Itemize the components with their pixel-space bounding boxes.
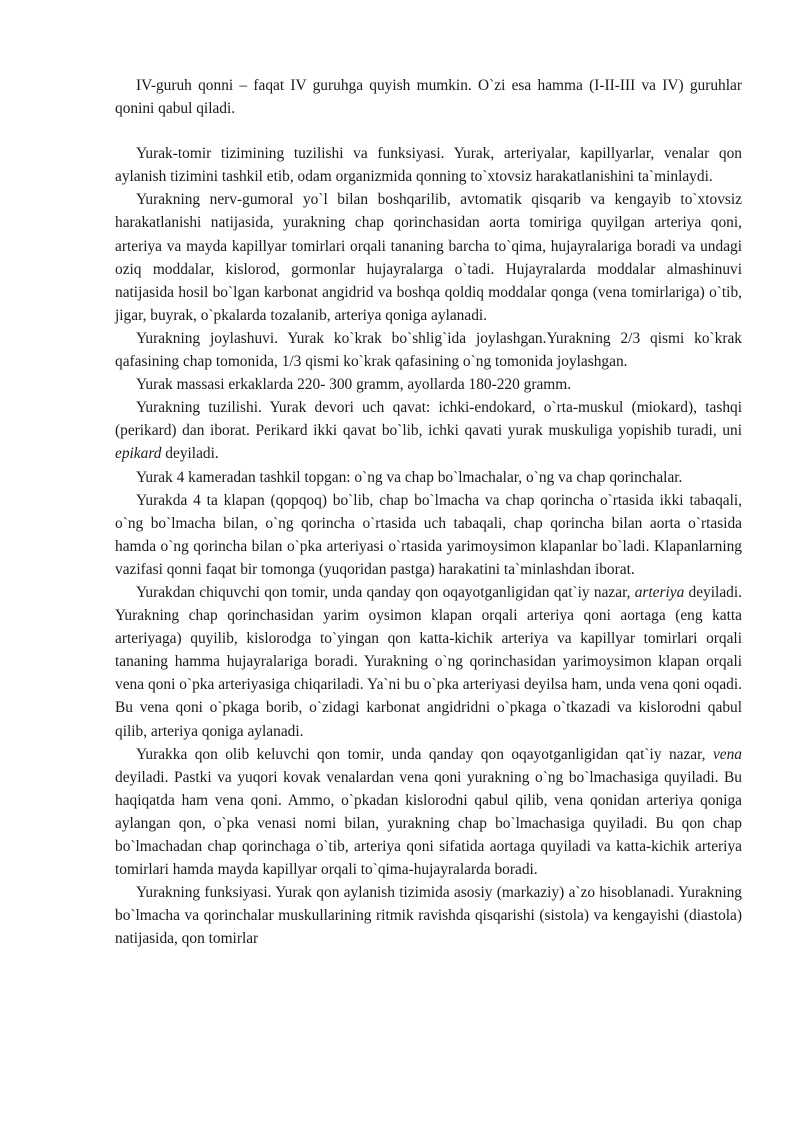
paragraph-gap [115, 120, 742, 142]
paragraph [115, 327, 742, 373]
text-run: Yurak massasi erkaklarda 220- 300 gramm, ayollarda 180-220 gramm. [136, 376, 572, 394]
text-run: Yurakda 4 ta klapan (qopqoq) bo`lib, chap bo`lmacha va chap qorincha o`rtasida ikki tabaqali, o`ng bo`lmacha bilan, o`ng qorincha o`rtasida uch tabaqali, chap qorincha bilan aorta o`rtasida hamda o`ng qorincha bilan o`pka arteriyasi o`rtasida yarimoysimon klapanlar bo`ladi. Klapanlarning vazifasi qonni faqat bir tomonga (yuqoridan pastga) harakatini ta`minlashdan iborat. [115, 491, 742, 578]
text-run: Yurak-tomir tizimining tuzilishi va funksiyasi. Yurak, arteriyalar, kapillyarlar, venalar qon aylanish tizimini tashkil etib, odam organizmida qonning to`xtovsiz harakatlanishini ta`minlaydi. [115, 145, 742, 186]
paragraph [115, 466, 742, 489]
paragraph [115, 881, 742, 950]
text-run: Yurakka qon olib keluvchi qon tomir, unda qanday qon oqayotganligidan qat`iy nazar, [136, 745, 713, 763]
text-run: deyiladi. Pastki va yuqori kovak venalardan vena qoni yurakning o`ng bo`lmachasiga quyiladi. Bu haqiqatda ham vena qoni. Ammo, o`pkadan kislorodni qabul qilib, vena qonidan arteriya qoniga aylangan qon, o`pka venasi nomi bilan, yurakning chap bo`lmachasiga quyiladi. Bu qon chap bo`lmachadan chap qorinchaga o`tib, arteriya qoni sifatida aortaga quyiladi va katta-kichik arteriya tomirlari hamda mayda kapillyar orqali to`qima-hujayralarda boradi. [115, 768, 742, 879]
italic-term: epikard [115, 445, 162, 463]
paragraph [115, 581, 742, 743]
paragraph [115, 188, 742, 327]
document-page [115, 74, 742, 950]
text-run: Yurakning nerv-gumoral yo`l bilan boshqarilib, avtomatik qisqarib va kengayib to`xtovsiz harakatlanishi natijasida, yurakning chap qorinchasidan aorta tomiriga quyilgan arteriya qoni, arteriya va mayda kapillyar tomirlari orqali tananing barcha to`qima, hujayralariga boradi va undagi oziq moddalar, kislorod, gormonlar hujayralarga o`tadi. Hujayralarda moddalar almashinuvi natijasida hosil bo`lgan karbonat angidrid va boshqa qoldiq moddalar qonga (vena tomirlariga) o`tib, jigar, buyrak, o`pkalarda tozalanib, arteriya qoniga aylanadi. [115, 191, 742, 324]
text-run: Yurak 4 kameradan tashkil topgan: o`ng va chap bo`lmachalar, o`ng va chap qorinchalar. [136, 468, 683, 486]
text-run: IV-guruh qonni – faqat IV guruhga quyish mumkin. O`zi esa hamma (I-II-III va IV) guruhlar qonini qabul qiladi. [115, 77, 742, 118]
text-run: Yurakning funksiyasi. Yurak qon aylanish tizimida asosiy (markaziy) a`zo hisoblanadi. Yurakning bo`lmacha va qorinchalar muskullarining ritmik ravishda qisqarishi (sistola) va kengayishi (diastola) natijasida, qon tomirlar [115, 884, 742, 948]
paragraph [115, 142, 742, 188]
paragraph [115, 396, 742, 465]
paragraph [115, 373, 742, 396]
paragraph [115, 489, 742, 581]
text-run: Yurakdan chiquvchi qon tomir, unda qanday qon oqayotganligidan qat`iy nazar, [136, 583, 635, 601]
text-run: Yurakning tuzilishi. Yurak devori uch qavat: ichki-endokard, o`rta-muskul (miokard), tashqi (perikard) dan iborat. Perikard ikki qavat bo`lib, ichki qavati yurak muskuliga yopishib turadi, uni [115, 399, 742, 440]
italic-term: vena [712, 745, 742, 763]
text-run: deyiladi. [161, 445, 219, 463]
italic-term: arteriya [634, 583, 685, 601]
paragraph [115, 74, 742, 120]
text-run: Yurakning joylashuvi. Yurak ko`krak bo`shlig`ida joylashgan.Yurakning 2/3 qismi ko`krak qafasining chap tomonida, 1/3 qismi ko`krak qafasining o`ng tomonida joylashgan. [115, 329, 742, 371]
paragraph [115, 743, 742, 882]
text-run: deyiladi. Yurakning chap qorinchasidan yarim oysimon klapan orqali arteriya qoni aortaga (eng katta arteriyaga) quyilib, kislorodga to`yingan qon katta-kichik arteriya va kapillyar tomirlari orqali tananing hamma hujayralariga boradi. Yurakning o`ng qorinchasidan yarimoysimon klapan orqali vena qoni o`pka arteriyasiga chiqariladi. Ya`ni bu o`pka arteriyasi deyilsa ham, unda vena qoni oqadi. Bu vena qoni o`pkaga borib, o`zidagi karbonat angidridni o`pkaga o`tkazadi va kislorodni qabul qilib, arteriya qoniga aylanadi. [115, 583, 742, 740]
